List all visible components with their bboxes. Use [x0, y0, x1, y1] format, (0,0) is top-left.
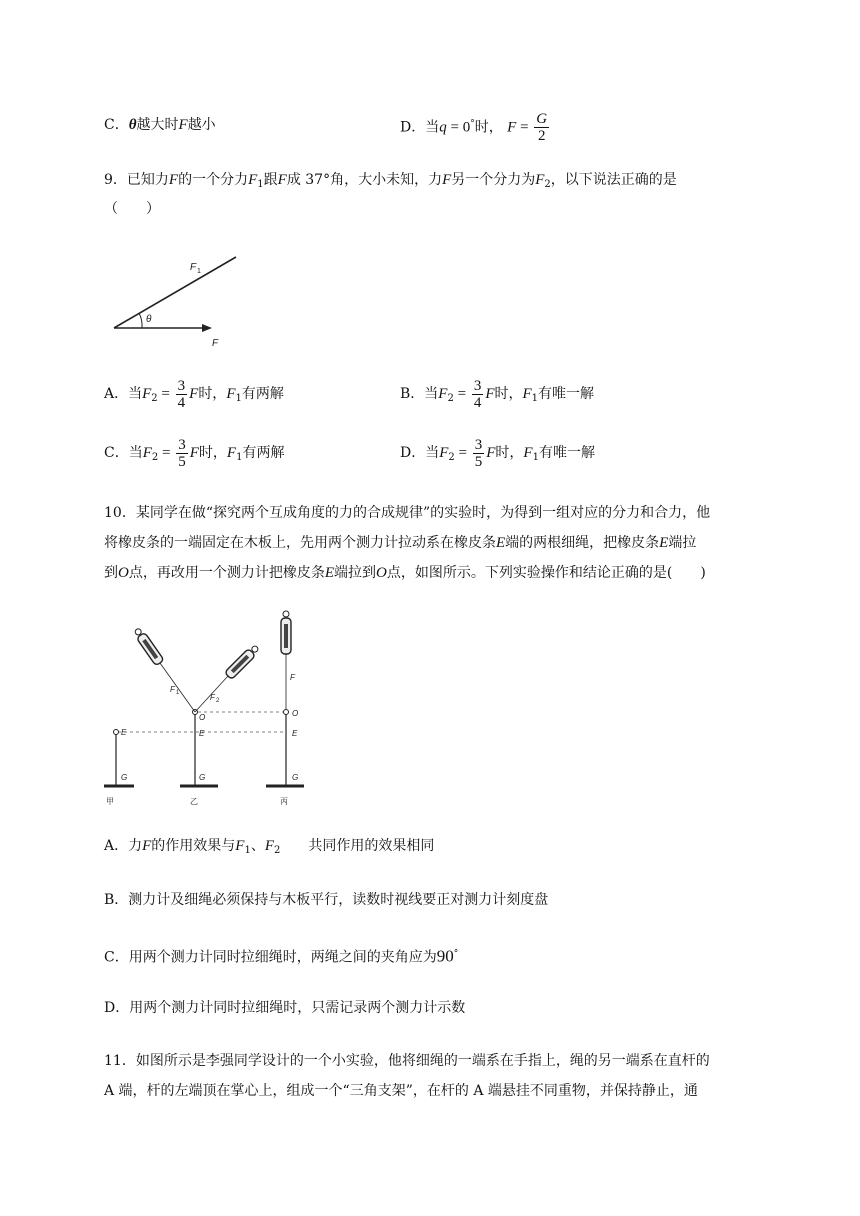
q10-option-d: D．用两个测力计同时拉细绳时，只需记录两个测力计示数: [104, 1000, 466, 1016]
q8-option-c: C．θ越大时F越小: [104, 117, 216, 133]
q10-option-a: A．力F的作用效果与$F_1$、$F_2$ 共同作用的效果相同: [104, 838, 435, 856]
q10-option-c: C．用两个测力计同时拉细绳时，两绳之间的夹角应为90°: [104, 946, 459, 966]
f1-vector-line: [114, 257, 236, 328]
f-arrowhead: [202, 324, 212, 332]
svg-text:E: E: [292, 729, 298, 738]
point-o-bing: [284, 710, 289, 715]
spring-scale-left: [132, 627, 164, 666]
spring-scale-right: [224, 643, 260, 679]
q10-stem-line-2: 将橡皮条的一端固定在木板上，先用两个测力计拉动系在橡皮条E端的两根细绳，把橡皮条E端拉: [104, 535, 697, 551]
label-yi: 乙: [190, 797, 198, 806]
label-bing: 丙: [280, 797, 288, 806]
q10-stem-line-3: 到O点，再改用一个测力计把橡皮条E端拉到O点，如图所示。下列实验操作和结论正确的是( ): [104, 565, 706, 581]
q8-option-d: D．当q = 0°时， F = $\frac{G}{2}$: [400, 111, 548, 145]
q9-answer-paren: （ ）: [104, 201, 160, 217]
spring-scale-vertical: [281, 611, 291, 654]
label-f: F: [212, 338, 219, 349]
svg-text:2: 2: [216, 698, 220, 704]
svg-text:F: F: [290, 673, 295, 682]
q9-option-a: A．当$F_2$ = $\frac{3}{4}$ F时，$F_1$有两解: [104, 377, 284, 411]
svg-text:E: E: [199, 729, 205, 738]
q10-stem-line-1: 10．某同学在做“探究两个互成角度的力的合成规律”的实验时，为得到一组对应的分力和合力，他: [104, 505, 711, 521]
point-e-jia: [114, 730, 119, 735]
q9-stem: 9．已知力F的一个分力$F_1$跟F成 37°角，大小未知，力F另一个分力为$F_2$，以下说法正确的是: [104, 172, 677, 190]
q11-stem-line-1: 11．如图所示是李强同学设计的一个小实验，他将细绳的一端系在手指上，绳的另一端系在直杆的: [104, 1053, 710, 1069]
svg-text:F: F: [210, 693, 215, 702]
svg-text:G: G: [121, 773, 128, 782]
angle-arc: [139, 313, 142, 328]
svg-text:G: G: [199, 773, 206, 782]
svg-text:O: O: [199, 713, 206, 722]
q9-option-b: B．当$F_2$ = $\frac{3}{4}$ F时，$F_1$有唯一解: [400, 377, 595, 411]
label-theta: θ: [146, 314, 152, 325]
q9-option-d: D．当$F_2$ = $\frac{3}{5}$ F时，$F_1$有唯一解: [400, 436, 595, 470]
label-jia: 甲: [106, 797, 114, 806]
svg-text:O: O: [292, 709, 299, 718]
svg-text:E: E: [121, 728, 127, 737]
label-f1: F: [190, 262, 197, 273]
svg-text:F: F: [170, 685, 175, 694]
q9-option-c: C．当$F_2$ = $\frac{3}{5}$ F时，$F_1$有两解: [104, 436, 285, 470]
q10-option-b: B．测力计及细绳必须保持与木板平行，读数时视线要正对测力计刻度盘: [104, 892, 549, 908]
svg-text:1: 1: [176, 690, 180, 696]
q10-experiment-diagram: [100, 608, 340, 808]
svg-text:G: G: [292, 773, 299, 782]
q11-stem-line-2: A 端，杆的左端顶在掌心上，组成一个“三角支架”，在杆的 A 端悬挂不同重物，并保持静止，通: [104, 1083, 698, 1099]
q9-force-diagram: [108, 252, 258, 352]
label-f1-sub: 1: [197, 268, 201, 275]
fraction: $\frac{G}{2}$: [536, 111, 548, 145]
